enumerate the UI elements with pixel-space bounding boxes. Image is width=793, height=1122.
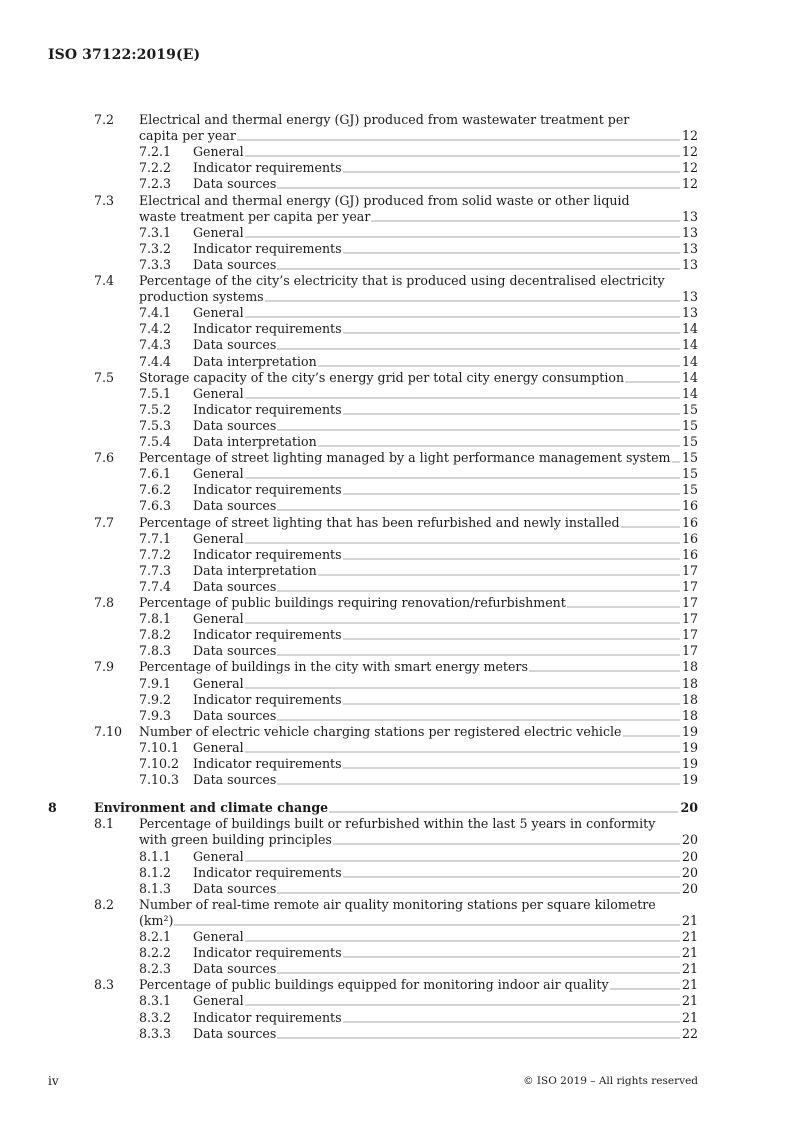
toc-dot-leader bbox=[343, 558, 680, 560]
toc-dot-leader bbox=[245, 316, 680, 318]
toc-entry-number: 8.1 bbox=[94, 816, 115, 832]
toc-entry-number: 7.6.3 bbox=[139, 498, 172, 514]
toc-entry[interactable] bbox=[0, 370, 698, 386]
toc-entry-number: 7.8 bbox=[94, 595, 115, 610]
toc-dot-leader bbox=[529, 670, 680, 672]
toc-dot-leader bbox=[245, 751, 680, 753]
toc-entry-page: 17 bbox=[681, 562, 698, 578]
toc-entry-title: Indicator requirements bbox=[193, 240, 342, 256]
toc-dot-leader bbox=[343, 252, 680, 254]
toc-entry-page: 21 bbox=[681, 945, 698, 961]
toc-dot-leader bbox=[277, 654, 680, 656]
toc-entry-page: 19 bbox=[681, 772, 698, 788]
toc-entry[interactable] bbox=[0, 740, 698, 756]
toc-entry[interactable] bbox=[0, 676, 698, 692]
toc-entry-title: Percentage of the city’s electricity that is produced using decentralised electricity bbox=[139, 273, 665, 288]
toc-entry-page: 16 bbox=[681, 514, 698, 530]
toc-entry-number: 7.4.3 bbox=[139, 337, 172, 353]
toc-entry-page: 13 bbox=[681, 224, 698, 240]
toc-entry-number: 7.5 bbox=[94, 369, 115, 385]
toc-dot-leader bbox=[245, 1004, 680, 1006]
toc-entry-number: 8.1.3 bbox=[139, 880, 172, 896]
toc-entry-title: Data interpretation bbox=[193, 434, 317, 449]
toc-entry-page: 19 bbox=[681, 739, 698, 755]
toc-entry-page: 15 bbox=[681, 466, 698, 482]
toc-dot-leader bbox=[245, 397, 680, 399]
toc-entry-number: 8.2 bbox=[94, 896, 115, 912]
toc-entry-page: 18 bbox=[681, 659, 698, 675]
toc-entry[interactable] bbox=[0, 724, 698, 740]
toc-entry-title: General bbox=[193, 385, 244, 401]
toc-entry-number: 8.2.1 bbox=[139, 929, 172, 944]
toc-entry[interactable] bbox=[0, 112, 698, 128]
toc-entry[interactable] bbox=[0, 498, 698, 514]
toc-entry[interactable] bbox=[0, 800, 698, 816]
toc-entry-page: 14 bbox=[681, 353, 698, 369]
toc-entry-page: 18 bbox=[681, 707, 698, 723]
toc-entry-title: Indicator requirements bbox=[193, 321, 342, 337]
toc-entry[interactable] bbox=[0, 386, 698, 402]
toc-entry-continuation[interactable] bbox=[0, 209, 698, 225]
toc-entry[interactable] bbox=[0, 563, 698, 579]
toc-entry[interactable] bbox=[0, 659, 698, 675]
toc-entry-number: 7.7.4 bbox=[139, 578, 172, 594]
toc-entry[interactable] bbox=[0, 482, 698, 498]
toc-entry-title: Data sources bbox=[193, 772, 277, 788]
toc-entry-title: Environment and climate change bbox=[94, 800, 329, 816]
toc-entry-page: 17 bbox=[681, 578, 698, 594]
toc-dot-leader bbox=[329, 811, 678, 813]
toc-entry-number: 8 bbox=[48, 800, 57, 816]
toc-entry[interactable] bbox=[0, 418, 698, 434]
toc-entry-title: Storage capacity of the city’s energy grid per total city energy consumption bbox=[139, 369, 625, 385]
toc-entry[interactable] bbox=[0, 531, 698, 547]
toc-entry-number: 7.6 bbox=[94, 450, 115, 466]
toc-entry-title: Data sources bbox=[193, 337, 277, 353]
toc-entry-number: 8.1.1 bbox=[139, 848, 172, 864]
toc-entry-title: Electrical and thermal energy (GJ) produced from wastewater treatment per bbox=[139, 112, 630, 127]
toc-dot-leader bbox=[621, 526, 680, 528]
toc-entry[interactable] bbox=[0, 977, 698, 993]
toc-entry[interactable] bbox=[0, 595, 698, 611]
toc-entry-title: Number of electric vehicle charging stations per registered electric vehicle bbox=[139, 723, 622, 739]
toc-entry-number: 7.2.3 bbox=[139, 176, 172, 192]
toc-entry-number: 7.10.1 bbox=[139, 739, 180, 755]
toc-entry-number: 7.3.3 bbox=[139, 256, 172, 272]
toc-entry-page: 12 bbox=[681, 128, 698, 144]
toc-entry-page: 16 bbox=[681, 530, 698, 546]
toc-dot-leader bbox=[277, 892, 680, 894]
toc-dot-leader bbox=[672, 461, 680, 463]
toc-entry[interactable] bbox=[0, 321, 698, 337]
toc-entry[interactable] bbox=[0, 225, 698, 241]
toc-dot-leader bbox=[343, 171, 680, 173]
toc-entry-number: 7.3 bbox=[94, 192, 115, 208]
toc-entry-title: Indicator requirements bbox=[193, 627, 342, 643]
toc-entry-number: 7.3.1 bbox=[139, 224, 172, 240]
toc-entry-title: General bbox=[193, 739, 244, 755]
toc-dot-leader bbox=[245, 542, 680, 544]
toc-entry-number: 8.2.2 bbox=[139, 945, 172, 961]
toc-entry-title: Data sources bbox=[193, 643, 277, 659]
toc-entry-page: 20 bbox=[681, 848, 698, 864]
toc-entry-page: 21 bbox=[681, 961, 698, 977]
toc-entry-page: 20 bbox=[681, 832, 698, 848]
toc-entry[interactable] bbox=[0, 692, 698, 708]
toc-entry-title: Data sources bbox=[193, 707, 277, 723]
toc-entry[interactable] bbox=[0, 515, 698, 531]
toc-entry[interactable] bbox=[0, 849, 698, 865]
toc-entry[interactable] bbox=[0, 756, 698, 772]
toc-entry-page: 18 bbox=[681, 675, 698, 691]
toc-entry-page: 12 bbox=[681, 160, 698, 176]
toc-entry-number: 7.8.2 bbox=[139, 627, 172, 643]
copyright-notice: © ISO 2019 – All rights reserved bbox=[523, 1075, 698, 1087]
toc-entry-page: 15 bbox=[681, 434, 698, 449]
toc-entry-number: 7.5.2 bbox=[139, 401, 172, 417]
toc-dot-leader bbox=[245, 860, 680, 862]
toc-entry-title: Indicator requirements bbox=[193, 864, 342, 880]
toc-entry-title: General bbox=[193, 305, 244, 321]
toc-entry-title: Indicator requirements bbox=[193, 691, 342, 707]
toc-entry-number: 8.3 bbox=[94, 977, 115, 993]
toc-entry[interactable] bbox=[0, 273, 698, 289]
toc-entry-title: (km²) bbox=[139, 912, 174, 928]
toc-dot-leader bbox=[174, 924, 680, 926]
toc-dot-leader bbox=[318, 445, 680, 447]
toc-entry-title: General bbox=[193, 530, 244, 546]
toc-entry[interactable] bbox=[0, 305, 698, 321]
toc-entry[interactable] bbox=[0, 144, 698, 160]
toc-entry-page: 12 bbox=[681, 144, 698, 160]
toc-entry[interactable] bbox=[0, 579, 698, 595]
toc-entry-title: Indicator requirements bbox=[193, 1009, 342, 1025]
toc-entry-title: Indicator requirements bbox=[193, 945, 342, 961]
toc-entry-title: General bbox=[193, 611, 244, 627]
toc-dot-leader bbox=[343, 493, 680, 495]
toc-entry-page: 16 bbox=[681, 498, 698, 514]
toc-entry[interactable] bbox=[0, 241, 698, 257]
toc-entry-page: 20 bbox=[681, 864, 698, 880]
toc-entry-number: 7.10 bbox=[94, 723, 123, 739]
toc-dot-leader bbox=[610, 988, 680, 990]
toc-entry-number: 7.7.2 bbox=[139, 546, 172, 562]
toc-entry-number: 7.3.2 bbox=[139, 240, 172, 256]
toc-entry[interactable] bbox=[0, 772, 698, 788]
toc-entry-number: 7.6.2 bbox=[139, 482, 172, 498]
toc-entry-title: Percentage of street lighting that has been refurbished and newly installed bbox=[139, 514, 620, 530]
toc-entry[interactable] bbox=[0, 466, 698, 482]
toc-dot-leader bbox=[318, 574, 680, 576]
toc-entry-page: 13 bbox=[681, 256, 698, 272]
toc-entry-number: 7.10.2 bbox=[139, 756, 180, 771]
toc-entry[interactable] bbox=[0, 257, 698, 273]
toc-entry-title: Data interpretation bbox=[193, 562, 317, 578]
toc-entry-title: production systems bbox=[139, 289, 264, 305]
toc-entry-number: 7.6.1 bbox=[139, 466, 172, 482]
toc-entry-number: 7.8.1 bbox=[139, 611, 172, 627]
toc-entry-title: Percentage of street lighting managed by a light performance management system bbox=[139, 450, 671, 466]
toc-dot-leader bbox=[277, 268, 680, 270]
toc-entry[interactable] bbox=[0, 354, 698, 370]
toc-dot-leader bbox=[277, 783, 680, 785]
toc-entry-page: 16 bbox=[681, 546, 698, 562]
toc-entry-page: 13 bbox=[681, 305, 698, 321]
toc-entry-number: 8.1.2 bbox=[139, 864, 172, 880]
toc-entry-page: 17 bbox=[681, 643, 698, 659]
toc-entry-number: 7.4.1 bbox=[139, 305, 172, 321]
toc-entry-title: Data sources bbox=[193, 578, 277, 594]
toc-entry-page: 20 bbox=[681, 880, 698, 896]
toc-entry[interactable] bbox=[0, 993, 698, 1009]
toc-entry[interactable] bbox=[0, 611, 698, 627]
toc-entry-number: 7.10.3 bbox=[139, 772, 180, 788]
toc-entry-number: 7.9.2 bbox=[139, 691, 172, 707]
toc-entry[interactable] bbox=[0, 865, 698, 881]
toc-entry-title: Data sources bbox=[193, 256, 277, 272]
toc-entry-page: 19 bbox=[681, 756, 698, 771]
toc-entry-page: 15 bbox=[681, 450, 698, 466]
toc-entry-title: General bbox=[193, 675, 244, 691]
toc-dot-leader bbox=[623, 735, 680, 737]
toc-entry-title: capita per year bbox=[139, 128, 236, 144]
toc-dot-leader bbox=[245, 940, 680, 942]
toc-entry-page: 22 bbox=[681, 1025, 698, 1041]
toc-dot-leader bbox=[277, 590, 680, 592]
toc-dot-leader bbox=[277, 348, 680, 350]
toc-entry-page: 21 bbox=[681, 929, 698, 944]
toc-entry[interactable] bbox=[0, 643, 698, 659]
toc-entry-title: Data sources bbox=[193, 1025, 277, 1041]
toc-entry[interactable] bbox=[0, 193, 698, 209]
toc-entry-title: Data sources bbox=[193, 961, 277, 977]
toc-entry[interactable] bbox=[0, 961, 698, 977]
toc-entry-number: 7.5.3 bbox=[139, 417, 172, 433]
toc-dot-leader bbox=[277, 1037, 680, 1039]
document-id-header: ISO 37122:2019(E) bbox=[48, 47, 201, 63]
toc-entry-page: 13 bbox=[681, 208, 698, 224]
toc-dot-leader bbox=[567, 606, 680, 608]
toc-entry-title: Data sources bbox=[193, 417, 277, 433]
toc-entry-number: 7.9 bbox=[94, 659, 115, 675]
toc-entry-title: General bbox=[193, 848, 244, 864]
toc-entry-page: 17 bbox=[681, 627, 698, 643]
toc-entry-number: 8.3.2 bbox=[139, 1009, 172, 1025]
toc-entry[interactable] bbox=[0, 402, 698, 418]
toc-entry-number: 7.4 bbox=[94, 273, 115, 288]
toc-dot-leader bbox=[245, 477, 680, 479]
toc-entry[interactable] bbox=[0, 881, 698, 897]
toc-entry-number: 7.7 bbox=[94, 514, 115, 530]
toc-dot-leader bbox=[265, 300, 680, 302]
toc-entry-number: 8.2.3 bbox=[139, 961, 172, 977]
toc-entry-number: 7.8.3 bbox=[139, 643, 172, 659]
toc-entry-page: 21 bbox=[681, 993, 698, 1009]
toc-dot-leader bbox=[277, 972, 680, 974]
toc-dot-leader bbox=[277, 719, 680, 721]
toc-entry-page: 14 bbox=[681, 385, 698, 401]
toc-entry-number: 7.9.1 bbox=[139, 675, 172, 691]
toc-dot-leader bbox=[343, 876, 680, 878]
toc-entry[interactable] bbox=[0, 708, 698, 724]
toc-entry-title: Percentage of buildings built or refurbished within the last 5 years in conformity bbox=[139, 816, 656, 832]
toc-entry[interactable] bbox=[0, 1026, 698, 1042]
toc-entry-title: Electrical and thermal energy (GJ) produced from solid waste or other liquid bbox=[139, 192, 630, 208]
toc-dot-leader bbox=[343, 703, 680, 705]
toc-entry-page: 17 bbox=[681, 595, 698, 610]
toc-entry-page: 21 bbox=[681, 977, 698, 993]
toc-entry-page: 21 bbox=[681, 912, 698, 928]
toc-dot-leader bbox=[318, 365, 680, 367]
toc-entry-page: 13 bbox=[681, 240, 698, 256]
toc-entry-title: Indicator requirements bbox=[193, 160, 342, 176]
toc-entry-continuation[interactable] bbox=[0, 913, 698, 929]
toc-entry-number: 7.2 bbox=[94, 112, 115, 127]
toc-dot-leader bbox=[343, 332, 680, 334]
toc-entry-page: 15 bbox=[681, 401, 698, 417]
toc-entry[interactable] bbox=[0, 816, 698, 832]
toc-dot-leader bbox=[333, 843, 680, 845]
toc-entry-page: 14 bbox=[681, 321, 698, 337]
toc-entry-title: waste treatment per capita per year bbox=[139, 208, 371, 224]
toc-entry-number: 7.7.3 bbox=[139, 562, 172, 578]
toc-entry-number: 8.3.1 bbox=[139, 993, 172, 1009]
toc-dot-leader bbox=[625, 381, 680, 383]
toc-entry-title: Data sources bbox=[193, 880, 277, 896]
toc-entry-number: 7.4.4 bbox=[139, 353, 172, 369]
toc-entry-title: General bbox=[193, 993, 244, 1009]
toc-entry-title: Indicator requirements bbox=[193, 401, 342, 417]
toc-entry[interactable] bbox=[0, 450, 698, 466]
toc-entry[interactable] bbox=[0, 337, 698, 353]
toc-entry-title: Percentage of public buildings requiring renovation/refurbishment bbox=[139, 595, 566, 610]
toc-dot-leader bbox=[277, 187, 680, 189]
toc-entry-title: Indicator requirements bbox=[193, 756, 342, 771]
toc-entry-number: 7.4.2 bbox=[139, 321, 172, 337]
toc-dot-leader bbox=[237, 139, 680, 141]
toc-entry-page: 21 bbox=[681, 1009, 698, 1025]
toc-entry-title: Percentage of public buildings equipped for monitoring indoor air quality bbox=[139, 977, 609, 993]
toc-entry-title: Indicator requirements bbox=[193, 546, 342, 562]
page-number: iv bbox=[48, 1074, 59, 1088]
toc-entry-page: 18 bbox=[681, 691, 698, 707]
toc-dot-leader bbox=[371, 220, 680, 222]
toc-entry-title: General bbox=[193, 224, 244, 240]
toc-entry-title: with green building principles bbox=[139, 832, 332, 848]
toc-entry-title: Number of real-time remote air quality monitoring stations per square kilometre bbox=[139, 896, 656, 912]
toc-entry-title: Data sources bbox=[193, 176, 277, 192]
toc-dot-leader bbox=[277, 429, 680, 431]
toc-entry-number: 7.9.3 bbox=[139, 707, 172, 723]
toc-dot-leader bbox=[343, 1021, 680, 1023]
toc-entry-number: 7.2.1 bbox=[139, 144, 172, 160]
toc-entry[interactable] bbox=[0, 176, 698, 192]
toc-entry-number: 8.3.3 bbox=[139, 1025, 172, 1041]
toc-entry-page: 15 bbox=[681, 482, 698, 498]
toc-dot-leader bbox=[343, 956, 680, 958]
toc-entry[interactable] bbox=[0, 1010, 698, 1026]
toc-entry-page: 17 bbox=[681, 611, 698, 627]
toc-entry-page: 14 bbox=[681, 337, 698, 353]
toc-dot-leader bbox=[245, 687, 680, 689]
toc-entry-page: 15 bbox=[681, 417, 698, 433]
toc-entry[interactable] bbox=[0, 929, 698, 945]
toc-entry-continuation[interactable] bbox=[0, 128, 698, 144]
toc-entry-title: Indicator requirements bbox=[193, 482, 342, 498]
toc-entry-page: 12 bbox=[681, 176, 698, 192]
toc-dot-leader bbox=[245, 622, 680, 624]
toc-dot-leader bbox=[343, 638, 680, 640]
toc-entry-number: 7.7.1 bbox=[139, 530, 172, 546]
toc-entry-continuation[interactable] bbox=[0, 289, 698, 305]
toc-dot-leader bbox=[277, 509, 680, 511]
toc-entry[interactable] bbox=[0, 434, 698, 450]
toc-entry-title: Percentage of buildings in the city with smart energy meters bbox=[139, 659, 528, 675]
toc-entry[interactable] bbox=[0, 160, 698, 176]
toc-entry-number: 7.5.4 bbox=[139, 434, 172, 449]
toc-entry[interactable] bbox=[0, 627, 698, 643]
toc-dot-leader bbox=[245, 155, 680, 157]
toc-dot-leader bbox=[343, 413, 680, 415]
toc-entry-page: 20 bbox=[680, 800, 698, 816]
toc-dot-leader bbox=[343, 767, 680, 769]
toc-dot-leader bbox=[245, 236, 680, 238]
toc-entry-page: 14 bbox=[681, 369, 698, 385]
toc-entry[interactable] bbox=[0, 547, 698, 563]
toc-entry[interactable] bbox=[0, 945, 698, 961]
toc-entry-number: 7.5.1 bbox=[139, 385, 172, 401]
toc-entry-title: Data sources bbox=[193, 498, 277, 514]
toc-entry-title: General bbox=[193, 466, 244, 482]
toc-entry-title: General bbox=[193, 929, 244, 944]
toc-entry-number: 7.2.2 bbox=[139, 160, 172, 176]
toc-entry-title: Data interpretation bbox=[193, 353, 317, 369]
toc-entry-page: 13 bbox=[681, 289, 698, 305]
toc-entry-continuation[interactable] bbox=[0, 832, 698, 848]
toc-entry-page: 19 bbox=[681, 723, 698, 739]
toc-entry[interactable] bbox=[0, 897, 698, 913]
toc-entry-title: General bbox=[193, 144, 244, 160]
